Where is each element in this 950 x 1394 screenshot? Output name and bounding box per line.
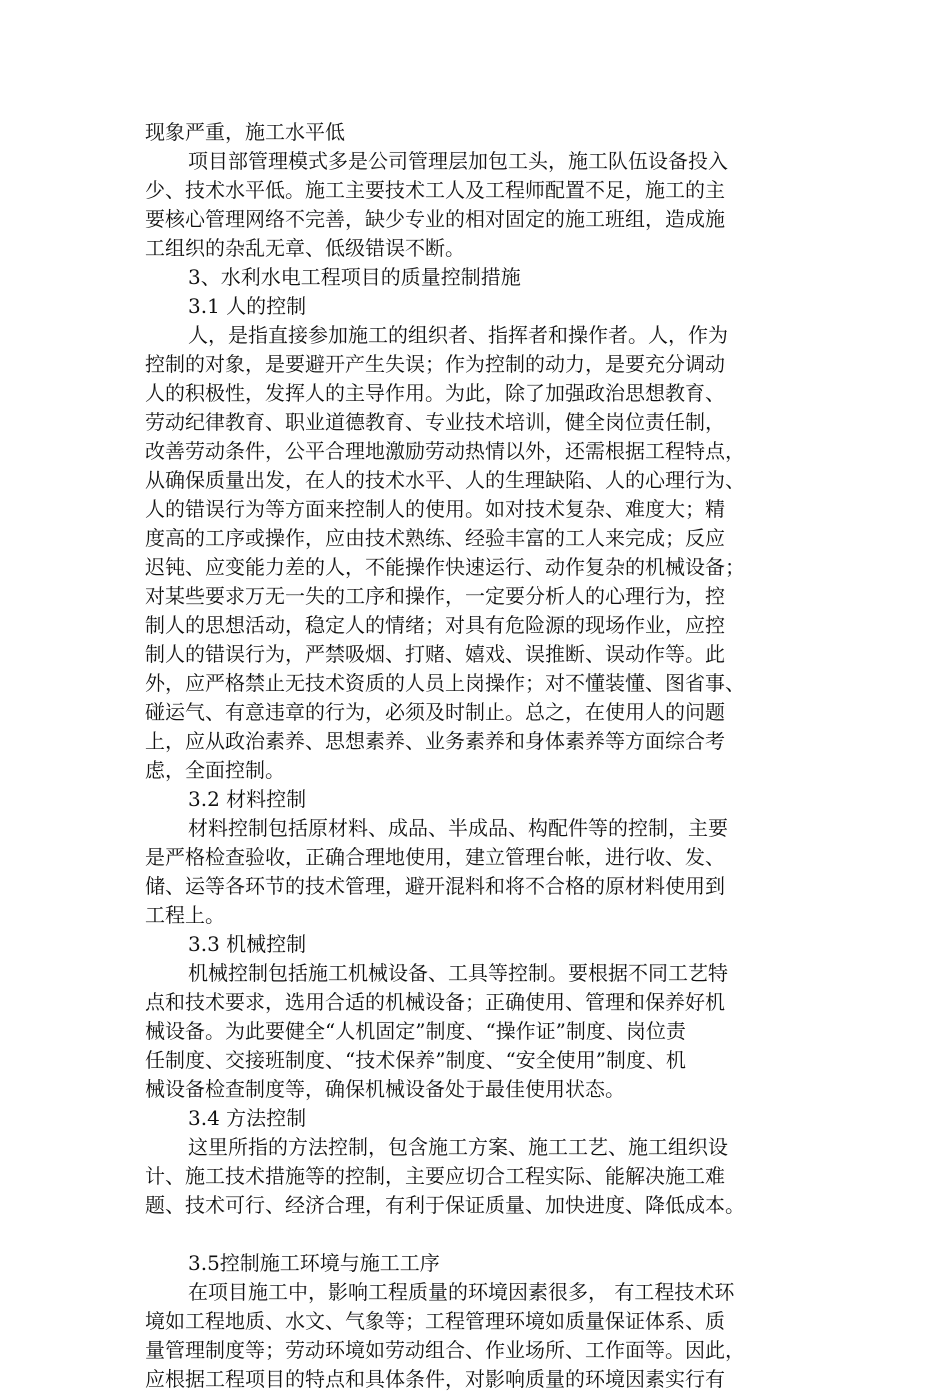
text-line: 上，应从政治素养、思想素养、业务素养和身体素养等方面综合考 — [145, 729, 725, 753]
text-line: 械设备。为此要健全“人机固定”制度、“操作证”制度、岗位责 — [145, 1019, 686, 1043]
text-line: 要核心管理网络不完善，缺少专业的相对固定的施工班组，造成施 — [145, 207, 725, 231]
text-line: 境如工程地质、水文、气象等；工程管理环境如质量保证体系、质 — [145, 1309, 725, 1333]
text-line: 项目部管理模式多是公司管理层加包工头，施工队伍设备投入 — [188, 149, 728, 173]
text-line: 量管理制度等；劳动环境如劳动组合、作业场所、工作面等。因此， — [145, 1338, 745, 1362]
text-line: 3.4 方法控制 — [188, 1106, 307, 1130]
text-line: 人的错误行为等方面来控制人的使用。如对技术复杂、难度大；精 — [145, 497, 725, 521]
text-line: 点和技术要求，选用合适的机械设备；正确使用、管理和保养好机 — [145, 990, 725, 1014]
text-line: 3.5控制施工环境与施工工序 — [188, 1251, 440, 1275]
text-line: 制人的错误行为，严禁吸烟、打赌、嬉戏、误推断、误动作等。此 — [145, 642, 725, 666]
text-line: 3.2 材料控制 — [188, 787, 307, 811]
text-line: 虑，全面控制。 — [145, 758, 285, 782]
text-line: 储、运等各环节的技术管理，避开混料和将不合格的原材料使用到 — [145, 874, 725, 898]
text-line: 这里所指的方法控制，包含施工方案、施工工艺、施工组织设 — [188, 1135, 728, 1159]
text-line: 碰运气、有意违章的行为，必须及时制止。总之，在使用人的问题 — [145, 700, 725, 724]
text-line: 度高的工序或操作，应由技术熟练、经验丰富的工人来完成；反应 — [145, 526, 725, 550]
text-line: 现象严重，施工水平低 — [145, 120, 345, 144]
text-line: 应根据工程项目的特点和具体条件，对影响质量的环境因素实行有 — [145, 1367, 725, 1391]
text-line: 工程上。 — [145, 903, 225, 927]
text-line: 制人的思想活动，稳定人的情绪；对具有危险源的现场作业，应控 — [145, 613, 725, 637]
text-line: 对某些要求万无一失的工序和操作，一定要分析人的心理行为，控 — [145, 584, 725, 608]
text-line: 人，是指直接参加施工的组织者、指挥者和操作者。人，作为 — [188, 323, 728, 347]
blank-line — [145, 1220, 810, 1249]
text-line: 任制度、交接班制度、“技术保养”制度、“安全使用”制度、机 — [145, 1048, 686, 1072]
text-line: 在项目施工中，影响工程质量的环境因素很多， 有工程技术环 — [188, 1280, 735, 1304]
text-line: 人的积极性，发挥人的主导作用。为此，除了加强政治思想教育、 — [145, 381, 725, 405]
text-line: 少、技术水平低。施工主要技术工人及工程师配置不足，施工的主 — [145, 178, 725, 202]
text-line: 3.3 机械控制 — [188, 932, 307, 956]
text-line: 工组织的杂乱无章、低级错误不断。 — [145, 236, 465, 260]
text-line: 机械控制包括施工机械设备、工具等控制。要根据不同工艺特 — [188, 961, 728, 985]
text-line: 迟钝、应变能力差的人，不能操作快速运行、动作复杂的机械设备； — [145, 555, 745, 579]
text-line: 是严格检查验收，正确合理地使用，建立管理台帐，进行收、发、 — [145, 845, 725, 869]
document-body — [145, 118, 810, 1394]
text-line: 题、技术可行、经济合理，有利于保证质量、加快进度、降低成本。 — [145, 1193, 745, 1217]
text-line: 劳动纪律教育、职业道德教育、专业技术培训，健全岗位责任制， — [145, 410, 725, 434]
text-line: 从确保质量出发，在人的技术水平、人的生理缺陷、人的心理行为、 — [145, 468, 745, 492]
text-line: 械设备检查制度等，确保机械设备处于最佳使用状态。 — [145, 1077, 625, 1101]
text-line: 材料控制包括原材料、成品、半成品、构配件等的控制，主要 — [188, 816, 728, 840]
text-line: 3、水利水电工程项目的质量控制措施 — [188, 265, 521, 289]
text-line: 控制的对象，是要避开产生失误；作为控制的动力，是要充分调动 — [145, 352, 725, 376]
text-line: 改善劳动条件，公平合理地激励劳动热情以外，还需根据工程特点， — [145, 439, 745, 463]
text-line: 外，应严格禁止无技术资质的人员上岗操作；对不懂装懂、图省事、 — [145, 671, 745, 695]
text-line: 计、施工技术措施等的控制，主要应切合工程实际、能解决施工难 — [145, 1164, 725, 1188]
text-line: 3.1 人的控制 — [188, 294, 307, 318]
